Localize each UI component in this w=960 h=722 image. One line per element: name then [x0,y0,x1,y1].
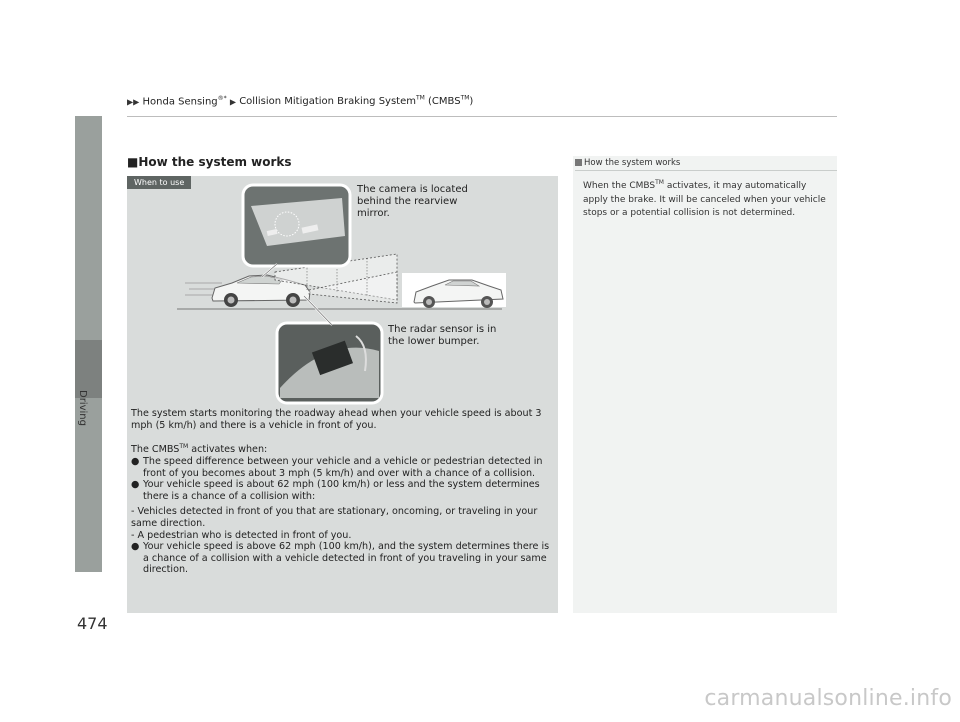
tm-mark: TM [655,179,664,186]
breadcrumb-cmbs-label: Collision Mitigation Braking System [239,96,416,108]
breadcrumb-cmbs-close: ) [469,96,474,108]
bullet-icon: ● [131,479,140,491]
notes-rule [575,170,837,171]
list-item [131,479,555,502]
dash-item: - A pedestrian who is detected in front of you. [131,529,352,541]
camera-inset [243,185,350,266]
activates-suffix: activates when: [188,444,268,456]
notes-text [583,176,833,221]
notes-prefix: When the CMBS [583,181,656,191]
registered-mark: ®* [217,95,227,102]
dash-item: - Vehicles detected in front of you that are stationary, oncoming, or traveling in your same direction. [131,506,538,529]
intro-paragraph: The system starts monitoring the roadway ahead when your vehicle speed is about 3 mph (5 km/h) and there is a vehicle in front of you. [131,408,542,431]
panel-body [131,408,555,576]
breadcrumb-item-honda-sensing[interactable]: Honda Sensing [142,96,218,108]
when-to-use-badge: When to use [127,176,191,189]
camera-callout: The camera is located behind the rearview mirror. [357,184,468,219]
tm-mark: TM [415,95,425,102]
list-item [131,541,555,576]
radar-inset [277,323,382,403]
list-item [131,456,555,479]
bullet-text: Your vehicle speed is above 62 mph (100 km/h), and the system determines there is a chance of a collision with a vehicle detected in front of you traveling in your same direction. [143,541,550,576]
chapter-label[interactable]: Driving [77,390,88,426]
breadcrumb [127,95,473,107]
watermark: carmanualsonline.info [704,686,952,711]
notes-panel [573,156,837,613]
radar-callout: The radar sensor is in the lower bumper. [388,324,497,347]
bullet-icon: ● [131,455,140,467]
bullet-icon: ● [131,541,140,553]
notes-heading [575,158,680,168]
breadcrumb-arrow-icon: ▶ [229,97,236,107]
breadcrumb-arrow-icon: ▶▶ [127,97,140,107]
bullet-text: Your vehicle speed is about 62 mph (100 km/h) or less and the system determines there is a chance of a collision with: [143,479,540,502]
activates-prefix: The CMBS [131,444,180,456]
tm-mark: TM [460,95,470,102]
page-number: 474 [77,614,108,633]
reference-icon [575,159,582,166]
activates-heading [131,441,555,456]
section-title: ■How the system works [127,155,292,169]
notes-suffix: activates, it may automatically apply the brake. It will be canceled when your vehicle stops or a potential collision is not determined. [583,181,826,218]
breadcrumb-cmbs-abbr: (CMBS [424,96,461,108]
header-rule [127,116,837,117]
bullet-text: The speed difference between your vehicle and a vehicle or pedestrian detected in front of you becomes about 3 mph (5 km/h) and over with a chance of a collision. [143,455,543,479]
cmbs-illustration [127,176,558,406]
breadcrumb-item-cmbs[interactable] [239,96,473,107]
notes-heading-text: How the system works [584,158,681,168]
tm-mark: TM [179,443,189,451]
